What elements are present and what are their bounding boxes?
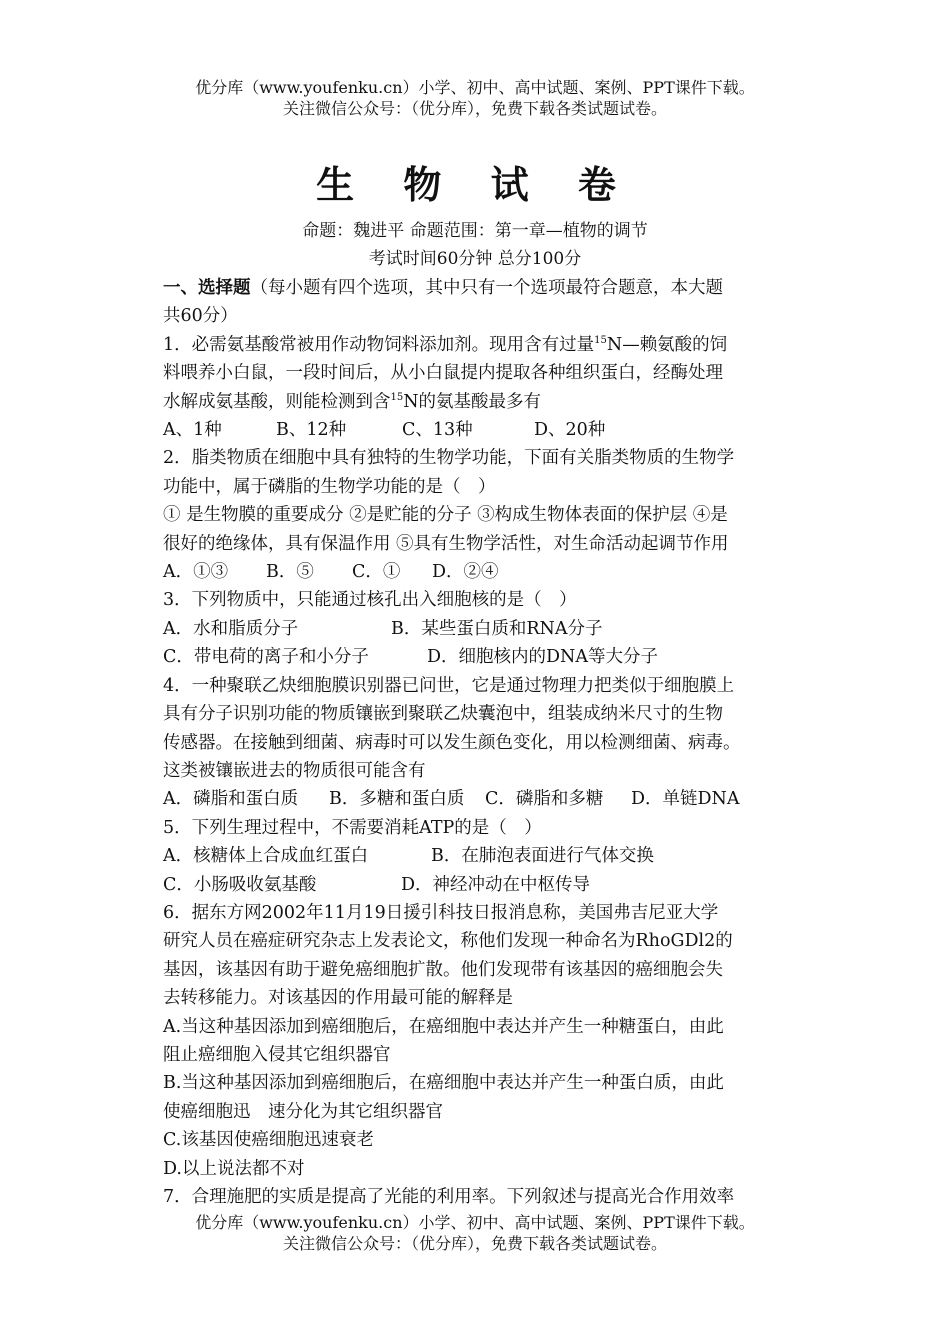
section-note-cont: 共60分） [163,306,238,327]
footer-line-2: 关注微信公众号：（优分库），免费下载各类试题试卷。 [282,1234,667,1253]
question-6-line-1: 6．据东方网2002年11月19日援引科技日报消息称，美国弗吉尼亚大学 [163,902,719,923]
header-line-2: 关注微信公众号：（优分库），免费下载各类试题试卷。 [282,99,667,118]
question-5-options-cd [163,871,788,899]
question-4-line-4: 这类被镶嵌进去的物质很可能含有 [163,760,426,781]
section-heading-line [163,274,788,302]
exam-body [163,274,788,1211]
header-line-1: 优分库（www.youfenku.cn）小学、初中、高中试题、案例、PPT课件下载。 [195,78,755,97]
q1-option-a: A、1种 [163,420,222,441]
question-1-line-3 [163,388,788,416]
question-3-options-ab [163,615,788,643]
page-title: 生 物 试 卷 [316,162,634,207]
q5-option-c: C．小肠吸收氨基酸 [163,874,317,895]
q5-option-b: B．在肺泡表面进行气体交换 [431,846,654,867]
q6-option-a-line-1: A.当这种基因添加到癌细胞后，在癌细胞中表达并产生一种糖蛋白，由此 [163,1016,724,1037]
q3-option-c: C．带电荷的离子和小分子 [163,647,369,668]
q5-option-d: D．神经冲动在中枢传导 [401,874,591,895]
q1-text: 1．必需氨基酸常被用作动物饲料添加剂。现用含有过量 [163,334,595,355]
q3-option-d: D．细胞核内的DNA等大分子 [427,647,659,668]
question-4-line-2: 具有分子识别功能的物质镶嵌到聚联乙炔囊泡中，组装成纳米尺寸的生物 [163,704,723,725]
q1-text-3-cont: N的氨基酸最多有 [403,391,542,412]
section-note: （每小题有四个选项，其中只有一个选项最符合题意，本大题 [250,278,723,298]
q1-text-cont: N—赖氨酸的饲 [606,334,728,355]
site-header [0,77,950,119]
footer-line-1: 优分库（www.youfenku.cn）小学、初中、高中试题、案例、PPT课件下载。 [195,1213,755,1232]
q5-option-a: A．核糖体上合成血红蛋白 [163,846,369,867]
question-4-line-3: 传感器。在接触到细菌、病毒时可以发生颜色变化，用以检测细菌、病毒。 [163,732,741,753]
question-2-line-3: ① 是生物膜的重要成分 ②是贮能的分子 ③构成生物体表面的保护层 ④是 [163,505,728,526]
q4-option-d: D．单链DNA [631,789,740,810]
question-3-line-1: 3．下列物质中，只能通过核孔出入细胞核的是（ ） [163,590,577,611]
q1-option-c: C、13种 [402,420,473,441]
q3-option-a: A．水和脂质分子 [163,618,299,639]
q6-option-b-line-1: B.当这种基因添加到癌细胞后，在癌细胞中表达并产生一种蛋白质，由此 [163,1073,724,1094]
q1-option-b: B、12种 [276,420,347,441]
question-2-line-4: 很好的绝缘体，具有保温作用 ⑤具有生物学活性，对生命活动起调节作用 [163,533,729,554]
question-3-options-cd [163,643,788,671]
question-2-options [163,558,788,586]
q6-option-a-line-2: 阻止癌细胞入侵其它组织器官 [163,1044,391,1065]
exam-author-scope: 命题：魏进平 命题范围：第一章—植物的调节 [302,221,648,241]
q1-option-d: D、20种 [534,420,606,441]
question-5-line-1: 5．下列生理过程中，不需要消耗ATP的是（ ） [163,817,542,838]
question-1-line-1 [163,331,788,359]
q6-option-b-line-2: 使癌细胞迅 速分化为其它组织器官 [163,1101,443,1122]
question-4-line-1: 4．一种聚联乙炔细胞膜识别器已问世，它是通过物理力把类似于细胞膜上 [163,675,735,696]
q4-option-a: A．磷脂和蛋白质 [163,789,299,810]
site-footer [0,1212,950,1254]
q2-option-d: D．②④ [432,562,499,583]
q6-option-c: C.该基因使癌细胞迅速衰老 [163,1130,374,1151]
question-1-line-2: 料喂养小白鼠，一段时间后，从小白鼠提内提取各种组织蛋白，经酶处理 [163,363,723,384]
q2-option-b: B．⑤ [266,562,314,583]
question-4-options [163,785,788,813]
q3-option-b: B．某些蛋白质和RNA分子 [391,618,603,639]
question-7-line-1: 7．合理施肥的实质是提高了光能的利用率。下列叙述与提高光合作用效率 [163,1187,735,1207]
q2-option-a: A．①③ [163,562,229,583]
question-2-line-2: 功能中，属于磷脂的生物学功能的是（ ） [163,476,496,497]
exam-time-score: 考试时间60分钟 总分100分 [368,249,582,269]
q1-text-3: 水解成氨基酸，则能检测到含 [163,391,391,412]
q6-option-d: D.以上说法都不对 [163,1158,305,1179]
question-5-options-ab [163,842,788,870]
q4-option-c: C．磷脂和多糖 [485,789,604,810]
section-heading: 一、选择题 [163,278,251,298]
question-6-line-3: 基因，该基因有助于避免癌细胞扩散。他们发现带有该基因的癌细胞会失 [163,959,723,980]
question-1-options [163,416,788,444]
q2-option-c: C．① [352,562,401,583]
question-6-line-4: 去转移能力。对该基因的作用最可能的解释是 [163,988,513,1009]
question-2-line-1: 2．脂类物质在细胞中具有独特的生物学功能，下面有关脂类物质的生物学 [163,448,735,469]
q4-option-b: B．多糖和蛋白质 [329,789,465,810]
isotope-superscript: 15 [594,334,607,346]
isotope-superscript: 15 [390,391,404,403]
question-6-line-2: 研究人员在癌症研究杂志上发表论文，称他们发现一种命名为RhoGDl2的 [163,931,733,952]
